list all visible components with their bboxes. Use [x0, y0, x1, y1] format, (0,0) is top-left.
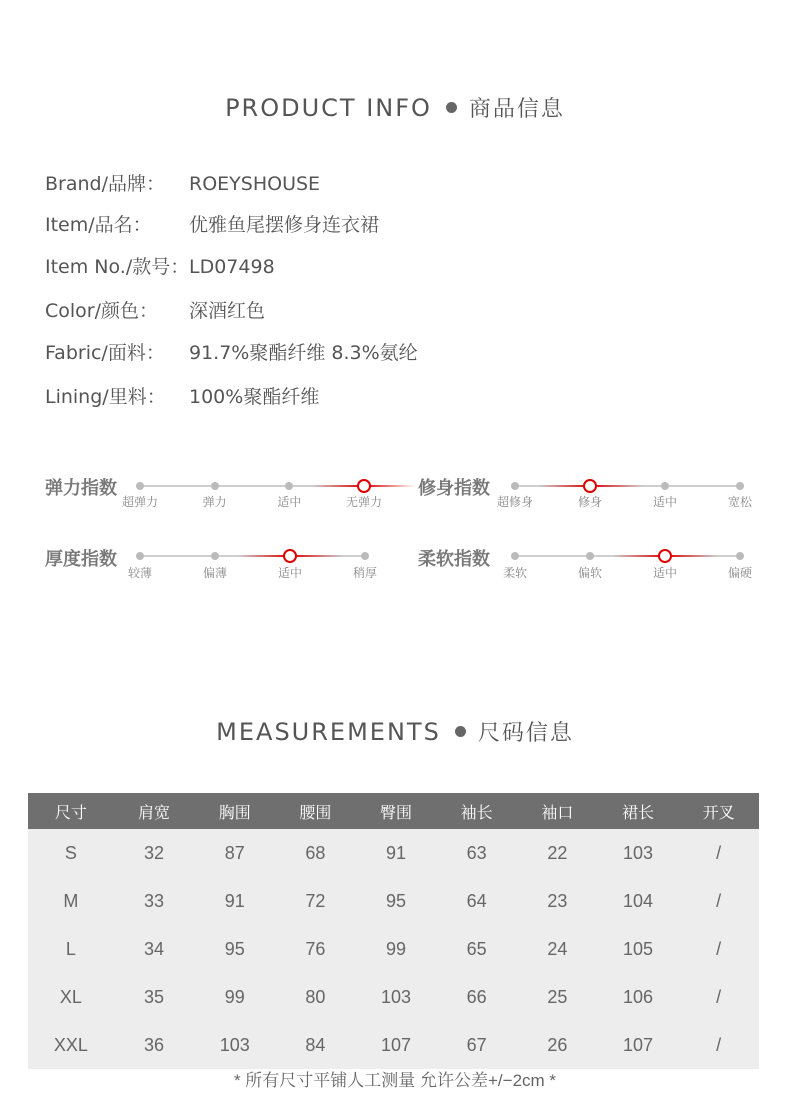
info-label: Item No./款号：: [45, 256, 190, 278]
index-marker: [361, 552, 369, 560]
table-cell: 66: [436, 973, 517, 1021]
table-cell: 107: [356, 1021, 437, 1069]
index-label: 弹力指数: [45, 478, 117, 499]
measurements-title-cn: 尺码信息: [477, 721, 574, 746]
table-cell: 33: [114, 877, 195, 925]
table-cell: 103: [194, 1021, 275, 1069]
table-cell: /: [678, 829, 759, 877]
header-cell: 袖口: [517, 793, 598, 829]
table-cell: 106: [598, 973, 679, 1021]
info-value: ROEYSHOUSE: [189, 173, 321, 195]
table-cell: 104: [598, 877, 679, 925]
info-value: 91.7%聚酯纤维 8.3%氨纶: [189, 342, 418, 364]
index-marker: [511, 482, 519, 490]
table-cell: /: [678, 1021, 759, 1069]
index-option-label: 适中: [652, 566, 678, 580]
info-value: 优雅鱼尾摆修身连衣裙: [189, 214, 380, 236]
index-marker: [586, 552, 594, 560]
table-cell: 72: [275, 877, 356, 925]
table-cell: 103: [356, 973, 437, 1021]
header-cell: 尺寸: [28, 793, 114, 829]
index-label: 厚度指数: [45, 549, 117, 570]
table-cell: 25: [517, 973, 598, 1021]
table-cell: 32: [114, 829, 195, 877]
table-cell: 99: [194, 973, 275, 1021]
header-cell: 肩宽: [114, 793, 195, 829]
table-row: [28, 877, 759, 925]
header-cell: 裙长: [598, 793, 679, 829]
size-table: [28, 793, 759, 1069]
info-label: Color/颜色：: [45, 300, 159, 322]
bullet-dot-icon: [455, 726, 466, 737]
index-option-label: 弹力: [202, 495, 227, 509]
table-cell: /: [678, 973, 759, 1021]
index-option-label: 偏软: [577, 566, 603, 580]
measurements-title: [0, 716, 790, 747]
table-cell: 99: [356, 925, 437, 973]
index-selected-marker: [583, 479, 597, 493]
table-row: [28, 925, 759, 973]
table-cell: 91: [194, 877, 275, 925]
header-cell: 腰围: [275, 793, 356, 829]
index-selected-marker: [283, 549, 297, 563]
table-cell: 95: [356, 877, 437, 925]
info-row-color: [45, 296, 265, 323]
index-option-label: 超弹力: [121, 495, 159, 509]
table-cell: 35: [114, 973, 195, 1021]
table-cell: 103: [598, 829, 679, 877]
index-option-label: 宽松: [727, 495, 753, 509]
index-marker: [211, 482, 219, 490]
table-cell: 65: [436, 925, 517, 973]
index-marker: [661, 482, 669, 490]
table-cell: 34: [114, 925, 195, 973]
table-cell: 26: [517, 1021, 598, 1069]
table-cell: 36: [114, 1021, 195, 1069]
index-option-label: 无弹力: [345, 495, 383, 509]
table-cell: 107: [598, 1021, 679, 1069]
info-label: Fabric/面料：: [45, 342, 165, 364]
index-option-label: 适中: [277, 566, 303, 580]
product-info-title: [0, 92, 790, 123]
table-cell: 84: [275, 1021, 356, 1069]
table-cell: 24: [517, 925, 598, 973]
table-cell: 80: [275, 973, 356, 1021]
table-row: [28, 973, 759, 1021]
info-row-fabric: [45, 338, 418, 365]
info-row-item-no: [45, 252, 275, 279]
bullet-dot-icon: [446, 102, 457, 113]
table-cell: 105: [598, 925, 679, 973]
table-row: [28, 1021, 759, 1069]
header-cell: 胸围: [194, 793, 275, 829]
table-cell: 67: [436, 1021, 517, 1069]
table-cell: S: [28, 829, 114, 877]
table-cell: 68: [275, 829, 356, 877]
measurement-footnote: * 所有尺寸平铺人工测量 允许公差+/−2cm *: [233, 1071, 557, 1090]
index-option-label: 适中: [652, 495, 678, 509]
table-cell: 22: [517, 829, 598, 877]
header-cell: 袖长: [436, 793, 517, 829]
table-cell: 63: [436, 829, 517, 877]
info-value: 100%聚酯纤维: [189, 386, 320, 408]
info-value: LD07498: [189, 256, 275, 278]
index-option-label: 超修身: [496, 495, 534, 509]
index-marker: [285, 482, 293, 490]
info-label: Lining/里料：: [45, 386, 166, 408]
info-row-lining: [45, 382, 319, 409]
index-option-label: 适中: [277, 495, 302, 509]
info-label: Item/品名：: [45, 214, 152, 236]
table-cell: L: [28, 925, 114, 973]
index-option-label: 偏硬: [727, 566, 753, 580]
index-marker: [736, 482, 744, 490]
table-cell: 76: [275, 925, 356, 973]
index-option-label: 偏薄: [202, 566, 228, 580]
index-option-label: 稍厚: [352, 566, 378, 580]
product-info-title-cn: 商品信息: [468, 97, 565, 122]
header-cell: 臀围: [356, 793, 437, 829]
table-row: [28, 829, 759, 877]
index-marker: [136, 552, 144, 560]
info-row-brand: [45, 169, 320, 196]
table-cell: /: [678, 877, 759, 925]
index-marker: [511, 552, 519, 560]
index-label: 修身指数: [418, 478, 490, 499]
table-cell: 95: [194, 925, 275, 973]
table-header-row: [28, 793, 759, 829]
info-row-item: [45, 210, 379, 237]
table-cell: XL: [28, 973, 114, 1021]
index-selected-marker: [357, 479, 371, 493]
index-selected-marker: [658, 549, 672, 563]
table-cell: XXL: [28, 1021, 114, 1069]
info-label: Brand/品牌：: [45, 173, 165, 195]
product-info-title-en: PRODUCT INFO: [225, 94, 432, 122]
index-marker: [136, 482, 144, 490]
index-marker: [211, 552, 219, 560]
table-cell: 64: [436, 877, 517, 925]
measurements-title-en: MEASUREMENTS: [216, 718, 441, 746]
index-option-label: 柔软: [502, 566, 528, 580]
index-label: 柔软指数: [418, 549, 490, 570]
header-cell: 开叉: [678, 793, 759, 829]
table-cell: 87: [194, 829, 275, 877]
index-option-label: 较薄: [127, 566, 153, 580]
table-cell: M: [28, 877, 114, 925]
index-option-label: 修身: [577, 495, 603, 509]
index-marker: [736, 552, 744, 560]
table-cell: 91: [356, 829, 437, 877]
table-cell: 23: [517, 877, 598, 925]
table-cell: /: [678, 925, 759, 973]
info-value: 深酒红色: [189, 300, 266, 322]
